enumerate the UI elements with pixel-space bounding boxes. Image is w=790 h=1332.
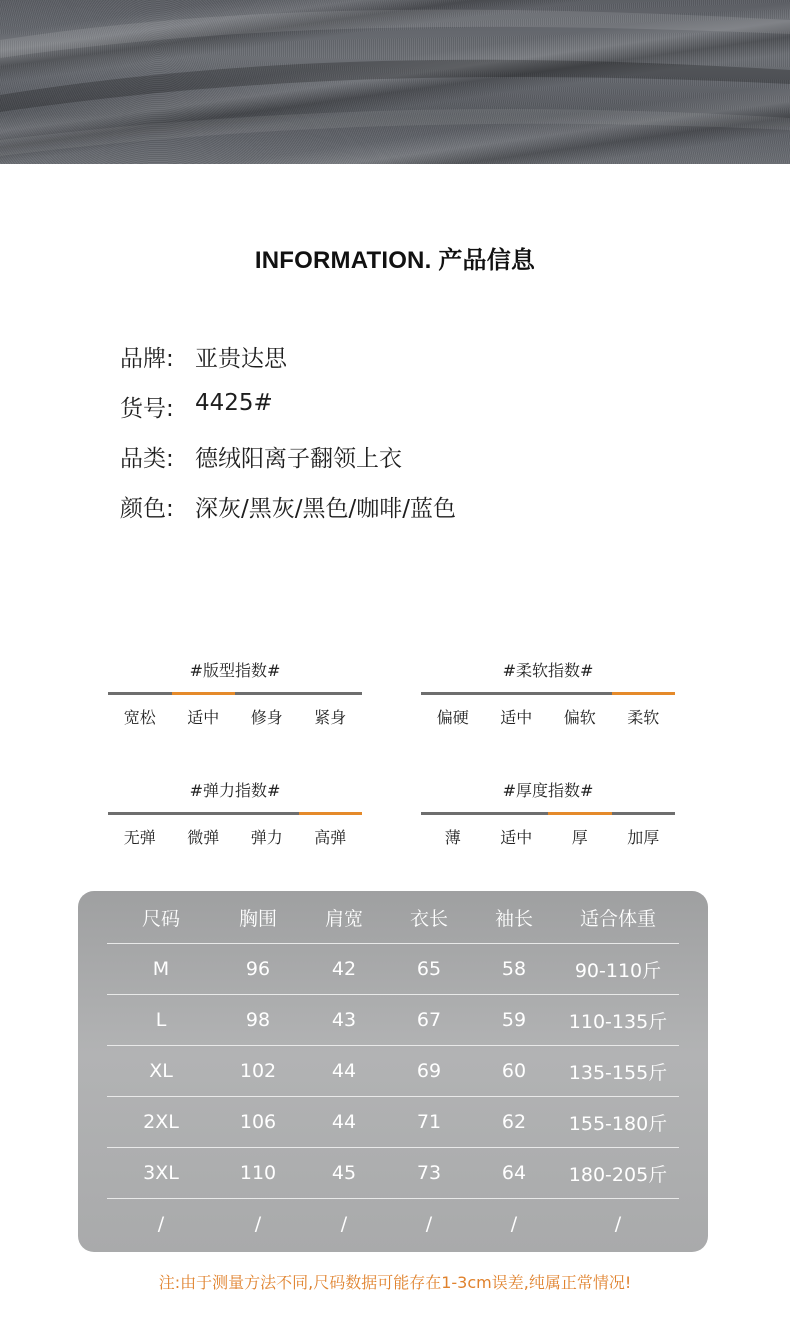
table-row (107, 944, 679, 995)
table-cell: XL (149, 1060, 173, 1082)
index-option: 薄 (444, 828, 461, 847)
fit-index (108, 658, 362, 728)
index-option: 微弹 (187, 828, 220, 847)
index-option: 加厚 (627, 828, 660, 847)
index-title: #版型指数# (189, 661, 281, 680)
table-cell: 155-180斤 (568, 1112, 668, 1135)
table-cell: 135-155斤 (568, 1061, 668, 1084)
table-header-cell: 袖长 (494, 907, 533, 930)
table-row (107, 1097, 679, 1148)
info-row-color (120, 490, 456, 540)
index-option: 弹力 (250, 828, 283, 847)
table-header-cell: 肩宽 (324, 907, 363, 930)
index-option: 紧身 (314, 708, 347, 727)
info-value: 德绒阳离子翻领上衣 (195, 446, 402, 472)
index-option: 修身 (250, 708, 283, 727)
table-header-cell: 适合体重 (579, 907, 656, 930)
table-header-cell: 衣长 (409, 907, 448, 930)
index-option: 柔软 (627, 708, 660, 727)
table-cell: 180-205斤 (568, 1163, 668, 1186)
measurement-note: 注:由于测量方法不同,尺码数据可能存在1-3cm误差,纯属正常情况! (158, 1273, 632, 1292)
info-label: 颜色: (120, 496, 174, 522)
table-cell: 102 (239, 1060, 277, 1082)
table-cell: 96 (245, 958, 271, 980)
table-cell: 44 (331, 1060, 357, 1082)
info-value: 亚贵达思 (195, 346, 287, 372)
table-cell: M (152, 958, 170, 980)
fabric-photo (0, 0, 790, 164)
info-label: 品类: (120, 446, 174, 472)
index-bar (108, 812, 362, 815)
table-cell: / (157, 1213, 165, 1235)
table-row (107, 995, 679, 1046)
index-option: 无弹 (123, 828, 156, 847)
index-option: 适中 (500, 708, 533, 727)
size-table (107, 891, 679, 1249)
table-cell: 90-110斤 (574, 959, 662, 982)
table-cell: 71 (416, 1111, 442, 1133)
info-row-category (120, 440, 456, 490)
info-label: 货号: (120, 396, 174, 422)
table-header-row (107, 891, 679, 944)
table-cell: 73 (416, 1162, 442, 1184)
table-cell: 98 (245, 1009, 271, 1031)
table-cell: / (614, 1213, 622, 1235)
table-header-cell: 胸围 (238, 907, 277, 930)
table-cell: 106 (239, 1111, 277, 1133)
table-cell: 2XL (143, 1111, 179, 1133)
table-cell: 67 (416, 1009, 442, 1031)
table-cell: / (510, 1213, 518, 1235)
table-row (107, 1046, 679, 1097)
table-cell: / (340, 1213, 348, 1235)
index-option: 适中 (187, 708, 220, 727)
table-cell: 3XL (143, 1162, 179, 1184)
table-cell: 110 (239, 1162, 277, 1184)
table-cell: / (254, 1213, 262, 1235)
info-label: 品牌: (120, 346, 174, 372)
info-row-item-number (120, 390, 456, 440)
index-title: #弹力指数# (189, 781, 281, 800)
table-cell: 45 (331, 1162, 357, 1184)
info-value: 4425# (195, 390, 273, 416)
table-row (107, 1199, 679, 1249)
index-highlight (612, 692, 676, 695)
fabric-folds (0, 0, 790, 164)
index-option: 高弹 (314, 828, 347, 847)
table-row (107, 1148, 679, 1199)
table-cell: 69 (416, 1060, 442, 1082)
product-info (120, 340, 456, 540)
table-cell: 58 (501, 958, 527, 980)
table-cell: / (425, 1213, 433, 1235)
table-cell: 43 (331, 1009, 357, 1031)
table-cell: 65 (416, 958, 442, 980)
table-cell: L (155, 1009, 167, 1031)
index-bar (421, 812, 675, 815)
index-bar (421, 692, 675, 695)
table-cell: 59 (501, 1009, 527, 1031)
elasticity-index (108, 778, 362, 848)
index-option: 适中 (500, 828, 533, 847)
info-value: 深灰/黑灰/黑色/咖啡/蓝色 (195, 496, 456, 522)
table-cell: 42 (331, 958, 357, 980)
index-option: 偏硬 (436, 708, 469, 727)
table-cell: 44 (331, 1111, 357, 1133)
table-cell: 64 (501, 1162, 527, 1184)
thickness-index (421, 778, 675, 848)
table-header-cell: 尺码 (141, 907, 180, 930)
table-cell: 60 (501, 1060, 527, 1082)
index-highlight (172, 692, 236, 695)
index-title: #厚度指数# (502, 781, 594, 800)
index-option: 宽松 (123, 708, 156, 727)
index-option: 厚 (571, 828, 588, 847)
index-highlight (548, 812, 612, 815)
size-chart (78, 891, 708, 1252)
index-option: 偏软 (563, 708, 596, 727)
table-cell: 62 (501, 1111, 527, 1133)
info-row-brand (120, 340, 456, 390)
index-bar (108, 692, 362, 695)
softness-index (421, 658, 675, 728)
index-title: #柔软指数# (502, 661, 594, 680)
page-title: INFORMATION. 产品信息 (254, 247, 536, 274)
table-cell: 110-135斤 (568, 1010, 668, 1033)
index-highlight (299, 812, 363, 815)
